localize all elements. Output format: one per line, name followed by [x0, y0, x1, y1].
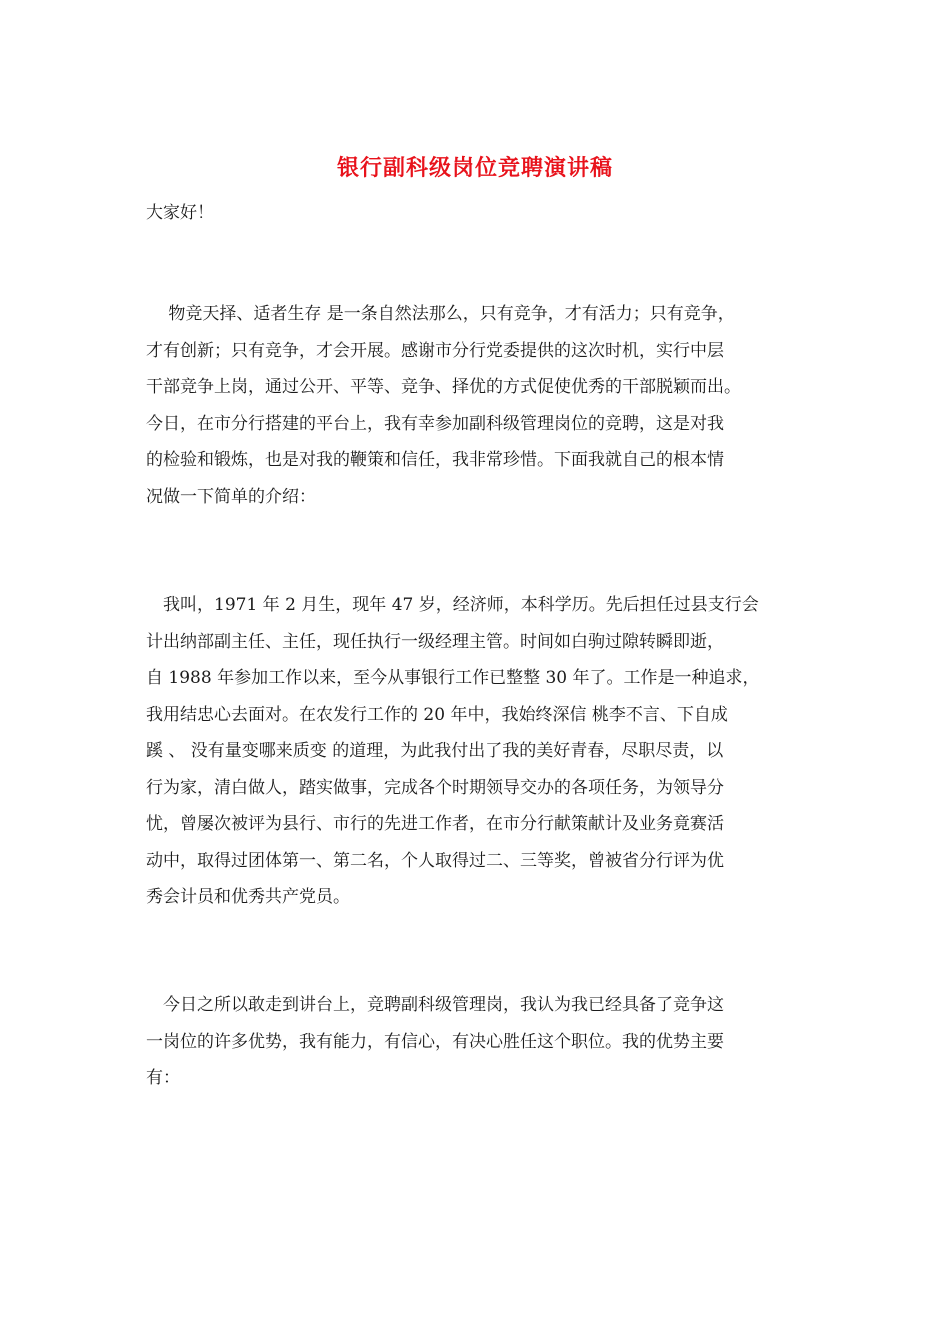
paragraph-line: 蹊 、 没有量变哪来质变 的道理，为此我付出了我的美好青春，尽职尽责，以: [146, 741, 724, 761]
paragraph-line: 物竞天择、适者生存 是一条自然法那么，只有竞争，才有活力；只有竞争，: [146, 304, 735, 324]
paragraph-advantages: [146, 987, 810, 1097]
paragraph-line: 自 1988 年参加工作以来，至今从事银行工作已整整 30 年了。工作是一种追求，: [146, 668, 760, 688]
paragraph-line: 的检验和锻炼，也是对我的鞭策和信任，我非常珍惜。下面我就自己的根本情: [146, 450, 724, 470]
paragraph-line: 动中，取得过团体第一、第二名，个人取得过二、三等奖，曾被省分行评为优: [146, 850, 724, 871]
paragraph-line: 秀会计员和优秀共产党员。: [146, 887, 350, 907]
paragraph-line: 今日，在市分行搭建的平台上，我有幸参加副科级管理岗位的竞聘，这是对我: [146, 413, 724, 434]
document-title: 银行副科级岗位竞聘演讲稿: [336, 155, 613, 181]
greeting: 大家好！: [146, 203, 214, 223]
paragraph-line: 才有创新；只有竞争，才会开展。感谢市分行党委提供的这次时机，实行中层: [146, 340, 724, 361]
paragraph-line: 行为家，清白做人，踏实做事，完成各个时期领导交办的各项任务，为领导分: [146, 777, 724, 798]
paragraph-line: 一岗位的许多优势，我有能力，有信心，有决心胜任这个职位。我的优势主要: [146, 1031, 724, 1052]
paragraph-line: 我用结忠心去面对。在农发行工作的 20 年中，我始终深信 桃李不言、下自成: [146, 704, 728, 725]
paragraph-line: 我叫，1971 年 2 月生，现年 47 岁，经济师，本科学历。先后担任过县支行会: [146, 595, 759, 615]
paragraph-line: 计出纳部副主任、主任，现任执行一级经理主管。时间如白驹过隙转瞬即逝，: [146, 631, 724, 652]
paragraph-self-introduction: [146, 587, 810, 916]
paragraph-line: 今日之所以敢走到讲台上，竞聘副科级管理岗，我认为我已经具备了竞争这: [146, 995, 724, 1015]
paragraph-line: 有：: [146, 1068, 180, 1088]
paragraph-line: 况做一下简单的介绍：: [146, 486, 316, 507]
paragraph-line: 干部竞争上岗，通过公开、平等、竞争、择优的方式促使优秀的干部脱颖而出。: [146, 377, 741, 397]
paragraph-line: 忧，曾屡次被评为县行、市行的先进工作者，在市分行献策献计及业务竟赛活: [146, 814, 724, 834]
paragraph-intro: [146, 296, 810, 515]
